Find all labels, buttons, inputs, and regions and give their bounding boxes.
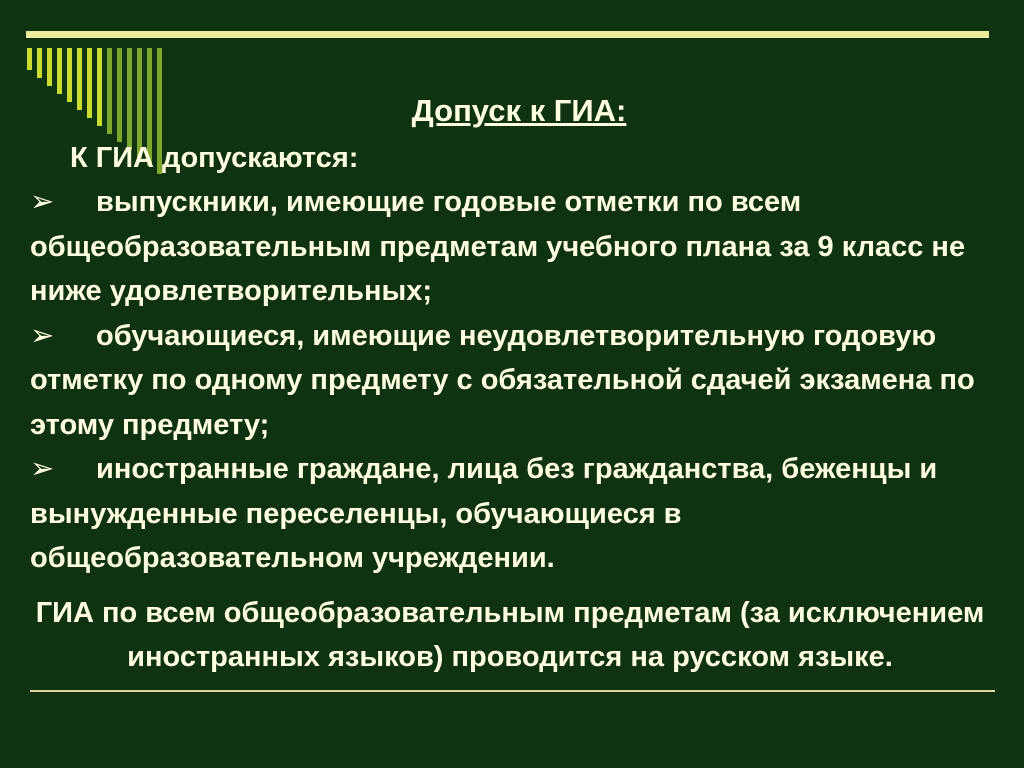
bullet-text: иностранные граждане, лица без гражданства, беженцы и вынужденные переселенцы, обучающиеся в общеобразовательном учреждении. [30, 453, 938, 574]
deco-bar [27, 48, 32, 70]
arrow-bullet-icon: ➢ [30, 186, 55, 218]
deco-bar [37, 48, 42, 78]
deco-bar [47, 48, 52, 86]
bullet-item [30, 180, 990, 314]
bottom-rule [30, 690, 995, 692]
bullet-text: обучающиеся, имеющие неудовлетворительную годовую отметку по одному предмету с обязательной сдачей экзамена по этому предмету; [30, 319, 975, 441]
intro-text: К ГИА допускаются: [70, 142, 359, 174]
bullet-text: выпускники, имеющие годовые отметки по всем общеобразовательным предметам учебного плана за 9 класс не ниже удовлетворительных; [30, 186, 966, 307]
slide-content [30, 86, 990, 679]
closing-note: ГИА по всем общеобразовательным предметам (за исключением иностранных языков) проводится на русском языке. [35, 596, 985, 673]
bullet-item [30, 447, 990, 581]
bullet-item [30, 314, 990, 448]
arrow-bullet-icon: ➢ [30, 453, 55, 485]
arrow-bullet-icon: ➢ [30, 319, 55, 352]
slide-title: Допуск к ГИА: [411, 93, 627, 128]
